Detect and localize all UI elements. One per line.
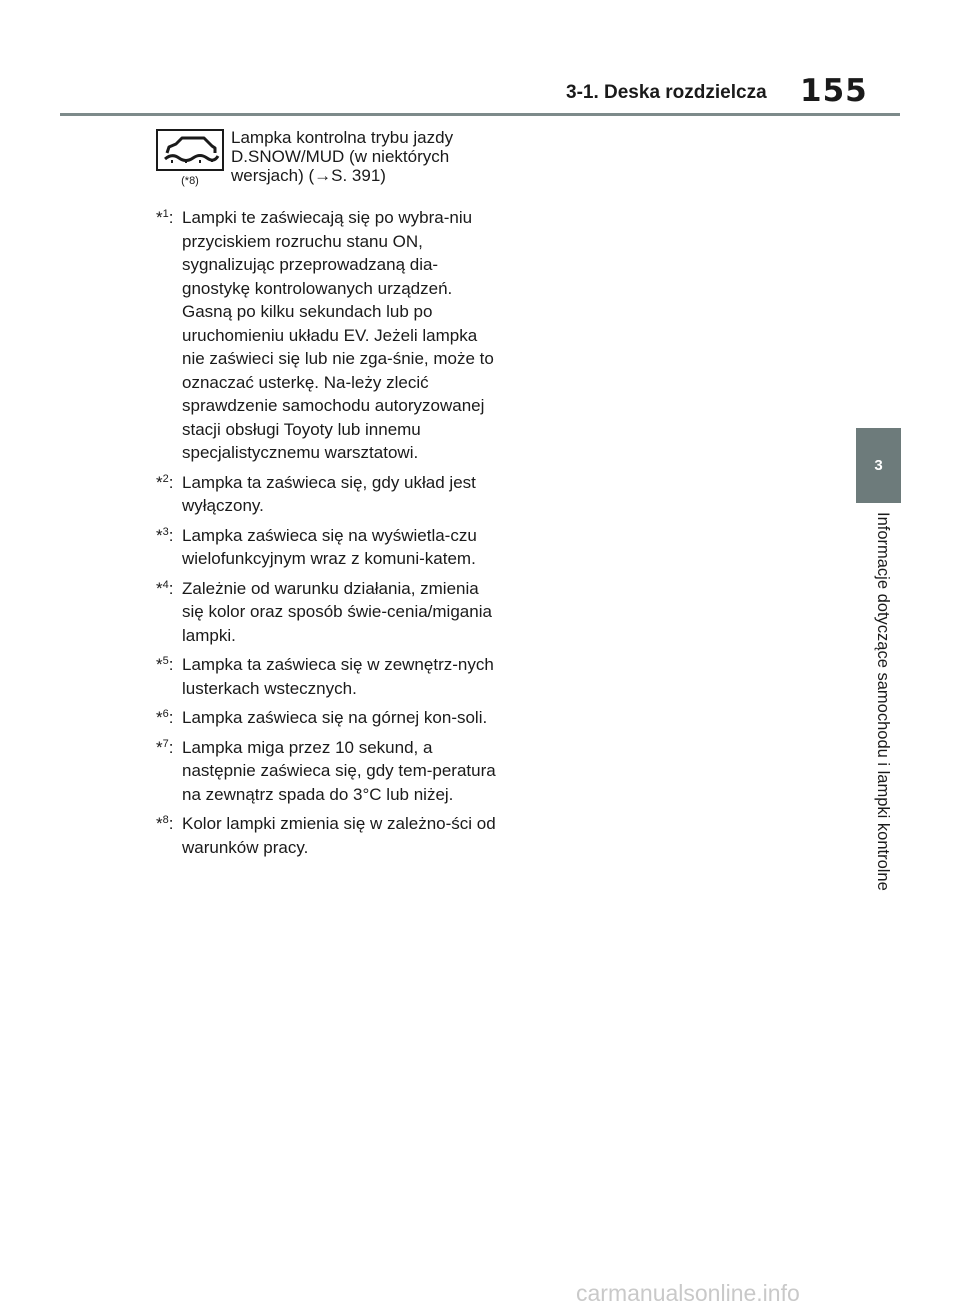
footnote-item	[156, 812, 496, 859]
footnote-marker: *$^7$:	[156, 737, 174, 757]
footnote-item	[156, 653, 496, 700]
footnotes-list	[156, 206, 496, 865]
footnote-marker: *$^1$:	[156, 208, 174, 227]
footnote-marker: *$^6$:	[156, 708, 174, 727]
footnote-item	[156, 524, 496, 571]
footnote-text: Lampka miga przez 10 sekund, a następnie zaświeca się, gdy tem-peratura na zewnątrz spada do 3°C lub niżej.	[182, 737, 496, 804]
page-number: 155	[800, 73, 868, 109]
footnote-item	[156, 577, 496, 648]
snow-mud-mode-icon	[156, 129, 224, 171]
footnote-item	[156, 471, 496, 518]
footnote-text: Lampka ta zaświeca się w zewnętrz-nych lusterkach wstecznych.	[182, 655, 494, 698]
footnote-text: Zależnie od warunku działania, zmienia się kolor oraz sposób świe-cenia/migania lampki.	[182, 578, 492, 645]
footnote-marker: *$^3$:	[156, 525, 174, 545]
chapter-tab	[856, 428, 901, 503]
indicator-description: Lampka kontrolna trybu jazdy D.SNOW/MUD (w niektórych wersjach) (→S. 391)	[231, 128, 454, 185]
footnote-text: Lampka zaświeca się na górnej kon-soli.	[182, 708, 488, 727]
chapter-number: 3	[874, 457, 883, 474]
footnote-item	[156, 206, 496, 465]
indicator-footnote-ref: (*8)	[181, 175, 199, 187]
watermark: carmanualsonline.info	[576, 1280, 800, 1306]
chapter-caption-container	[866, 512, 892, 937]
section-title: 3-1. Deska rozdzielcza	[566, 82, 767, 103]
footnote-text: Lampka ta zaświeca się, gdy układ jest wyłączony.	[182, 472, 476, 515]
footnote-item	[156, 706, 496, 730]
footnote-marker: *$^4$:	[156, 578, 174, 598]
footnote-text: Kolor lampki zmienia się w zależno-ści od warunków pracy.	[182, 814, 496, 857]
footnote-text: Lampki te zaświecają się po wybra-niu przyciskiem rozruchu stanu ON, sygnalizując przeprowadzaną dia-gnostykę kontrolowanych urządzeń. Gasną po kilku sekundach lub po uruchomieniu układu EV. Jeżeli lampka nie zaświeci się lub nie zga-śnie, może to oznaczać usterkę. Na-leży zlecić sprawdzenie samochodu autoryzowanej stacji obsługi Toyoty lub innemu specjalistycznemu warsztatowi.	[182, 208, 494, 462]
header-divider	[60, 113, 900, 116]
footnote-text: Lampka zaświeca się na wyświetla-czu wielofunkcyjnym wraz z komuni-katem.	[182, 525, 477, 568]
footnote-marker: *$^8$:	[156, 814, 174, 833]
footnote-marker: *$^2$:	[156, 472, 174, 492]
footnote-item	[156, 736, 496, 807]
chapter-title: Informacje dotyczące samochodu i lampki kontrolne	[874, 512, 892, 891]
footnote-marker: *$^5$:	[156, 655, 174, 674]
